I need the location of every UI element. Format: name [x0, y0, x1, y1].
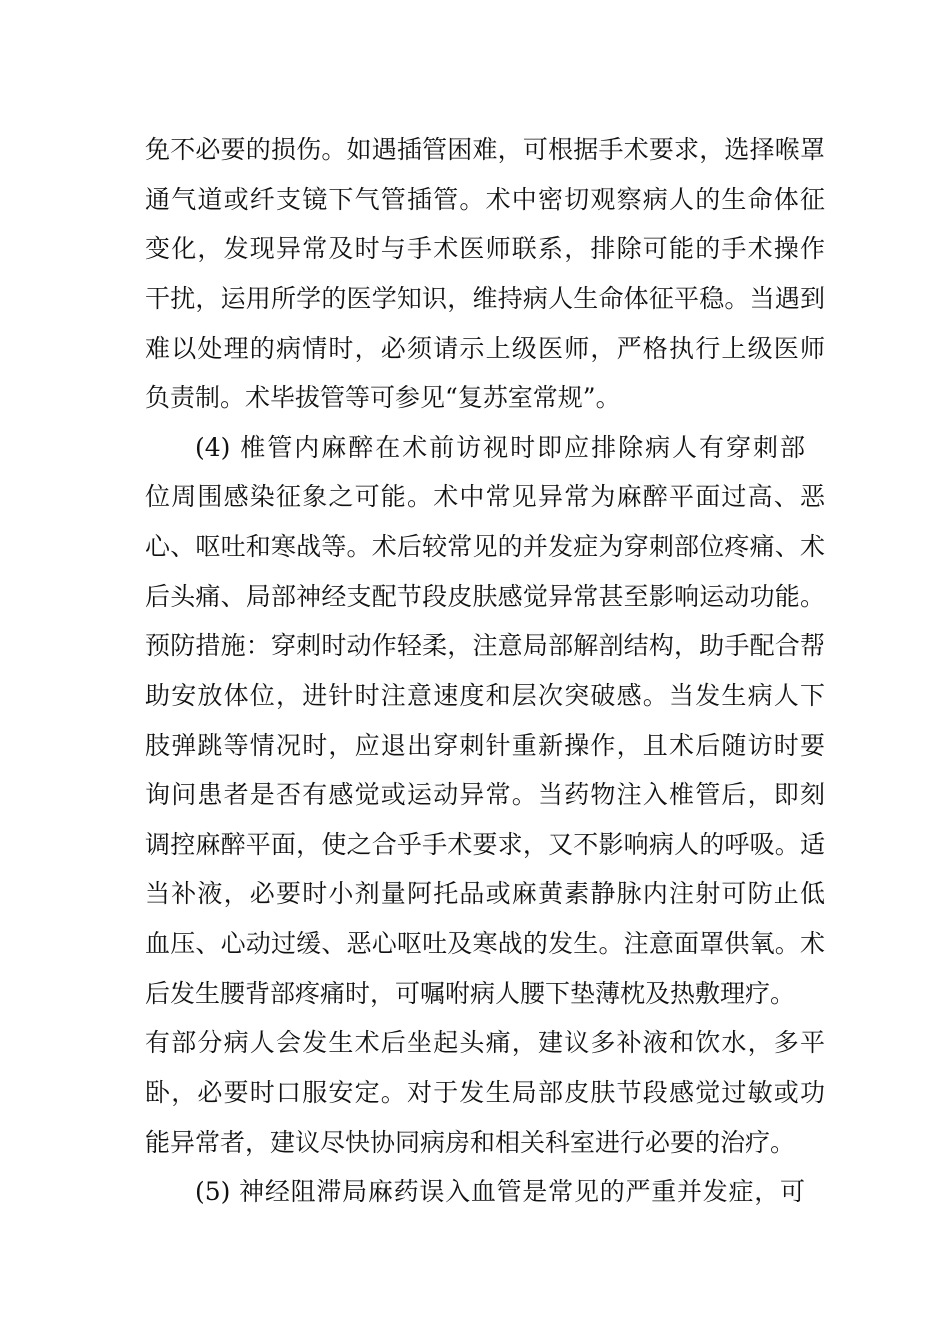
- text-line: 当补液，必要时小剂量阿托品或麻黄素静脉内注射可防止低: [145, 879, 825, 908]
- text-line: 有部分病人会发生术后坐起头痛，建议多补液和饮水，多平: [145, 1028, 825, 1057]
- text-line: 干扰，运用所学的医学知识，维持病人生命体征平稳。当遇到: [145, 284, 825, 313]
- text-line: 后发生腰背部疼痛时，可嘱咐病人腰下垫薄枕及热敷理疗。: [145, 979, 796, 1008]
- text-line: 肢弹跳等情况时，应退出穿刺针重新操作，且术后随访时要: [145, 731, 825, 760]
- text-line: 调控麻醉平面，使之合乎手术要求，又不影响病人的呼吸。适: [145, 830, 825, 859]
- text-line: 免不必要的损伤。如遇插管困难，可根据手术要求，选择喉罩: [145, 135, 825, 164]
- text-line: 难以处理的病情时，必须请示上级医师，严格执行上级医师: [145, 334, 825, 363]
- text-line: 卧，必要时口服安定。对于发生局部皮肤节段感觉过敏或功: [145, 1078, 825, 1107]
- text-line: 位周围感染征象之可能。术中常见异常为麻醉平面过高、恶: [145, 482, 825, 511]
- text-line: 通气道或纤支镜下气管插管。术中密切观察病人的生命体征: [145, 185, 825, 214]
- text-line: 血压、心动过缓、恶心呕吐及寒战的发生。注意面罩供氧。术: [145, 929, 825, 958]
- text-line: 负责制。术毕拔管等可参见“复苏室常规”。: [145, 383, 621, 412]
- text-line: 预防措施：穿刺时动作轻柔，注意局部解剖结构，助手配合帮: [145, 631, 825, 660]
- text-line: 助安放体位，进针时注意速度和层次突破感。当发生病人下: [145, 681, 825, 710]
- paragraph-4-first-line: (4) 椎管内麻醉在术前访视时即应排除病人有穿刺部: [195, 433, 805, 462]
- text-line: 能异常者，建议尽快协同病房和相关科室进行必要的治疗。: [145, 1128, 796, 1157]
- text-line: 心、呕吐和寒战等。术后较常见的并发症为穿刺部位疼痛、术: [145, 532, 825, 561]
- text-line: 询问患者是否有感觉或运动异常。当药物注入椎管后，即刻: [145, 780, 825, 809]
- text-line: 变化，发现异常及时与手术医师联系，排除可能的手术操作: [145, 234, 825, 263]
- text-line: 后头痛、局部神经支配节段皮肤感觉异常甚至影响运动功能。: [145, 582, 825, 611]
- paragraph-5-first-line: (5) 神经阻滞局麻药误入血管是常见的严重并发症，可: [195, 1177, 805, 1206]
